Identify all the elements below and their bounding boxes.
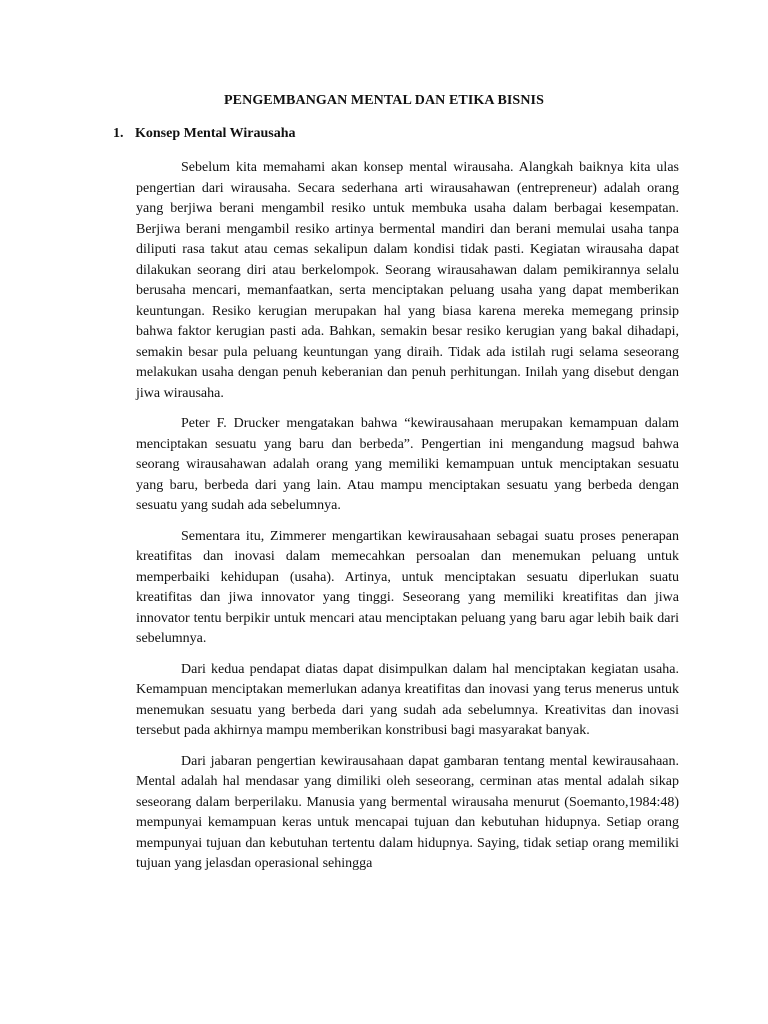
paragraph: Peter F. Drucker mengatakan bahwa “kewirausahaan merupakan kemampuan dalam menciptakan sesuatu yang baru dan berbeda”. Pengertian ini mengandung magsud bahwa seorang wirausahawan adalah orang yang memiliki kemampuan untuk menciptakan sesuatu yang baru, berbeda dari yang lain. Atau mampu menciptakan sesuatu yang berbeda dengan sesuatu yang sudah ada sebelumnya. <box>136 416 679 513</box>
paragraph: Sebelum kita memahami akan konsep mental wirausaha. Alangkah baiknya kita ulas pengertian dari wirausaha. Secara sederhana arti wirausahawan (entrepreneur) adalah orang yang berjiwa berani mengambil resiko untuk membuka usaha dalam berbagai kesempatan. Berjiwa berani mengambil resiko artinya bermental mandiri dan berani memulai usaha tanpa diliputi rasa takut atau cemas sekalipun dalam kondisi tidak pasti. Kegiatan wirausaha dapat dilakukan seorang diri atau berkelompok. Seorang wirausahawan dalam pemikirannya selalu berusaha mencari, memanfaatkan, serta menciptakan peluang usaha yang dapat memberikan keuntungan. Resiko kerugian merupakan hal yang biasa karena mereka memegang prinsip bahwa faktor kerugian pasti ada. Bahkan, semakin besar resiko kerugian yang bakal dihadapi, semakin besar pula peluang keuntungan yang diraih. Tidak ada istilah rugi selama seseorang melakukan usaha dengan penuh keberanian dan penuh perhitungan. Inilah yang disebut dengan jiwa wirausaha. <box>136 160 679 401</box>
section-heading <box>113 126 296 142</box>
body-text <box>136 158 679 885</box>
section-number: 1. <box>113 126 124 141</box>
paragraph: Dari kedua pendapat diatas dapat disimpulkan dalam hal menciptakan kegiatan usaha. Kemampuan menciptakan memerlukan adanya kreatifitas dan inovasi yang terus menerus untuk menemukan sesuatu yang berbeda dari yang sudah ada sebelumnya. Kreativitas dan inovasi tersebut pada akhirnya mampu memberikan konstribusi bagi masyarakat banyak. <box>136 661 679 738</box>
section-heading-text: Konsep Mental Wirausaha <box>135 126 296 141</box>
document-title: PENGEMBANGAN MENTAL DAN ETIKA BISNIS <box>224 93 544 108</box>
paragraph: Sementara itu, Zimmerer mengartikan kewirausahaan sebagai suatu proses penerapan kreatifitas dan inovasi dalam memecahkan persoalan dan menemukan peluang untuk memperbaiki kehidupan (usaha). Artinya, untuk menciptakan sesuatu diperlukan suatu kreatifitas dan jiwa innovator yang tinggi. Seseorang yang memiliki kreatifitas dan jiwa innovator tentu berpikir untuk mencari atau menciptakan peluang yang baru agar lebih baik dari sebelumnya. <box>136 528 679 646</box>
paragraph: Dari jabaran pengertian kewirausahaan dapat gambaran tentang mental kewirausahaan. Mental adalah hal mendasar yang dimiliki oleh seseorang, cerminan atas mental adalah sikap seseorang dalam berperilaku. Manusia yang bermental wirausaha menurut (Soemanto,1984:48) mempunyai kemampuan keras untuk mencapai tujuan dan kebutuhan hidupnya. Setiap orang mempunyai tujuan dan kebutuhan tertentu dalam hidupnya. Saying, tidak setiap orang memiliki tujuan yang jelasdan operasional sehingga <box>136 753 679 871</box>
